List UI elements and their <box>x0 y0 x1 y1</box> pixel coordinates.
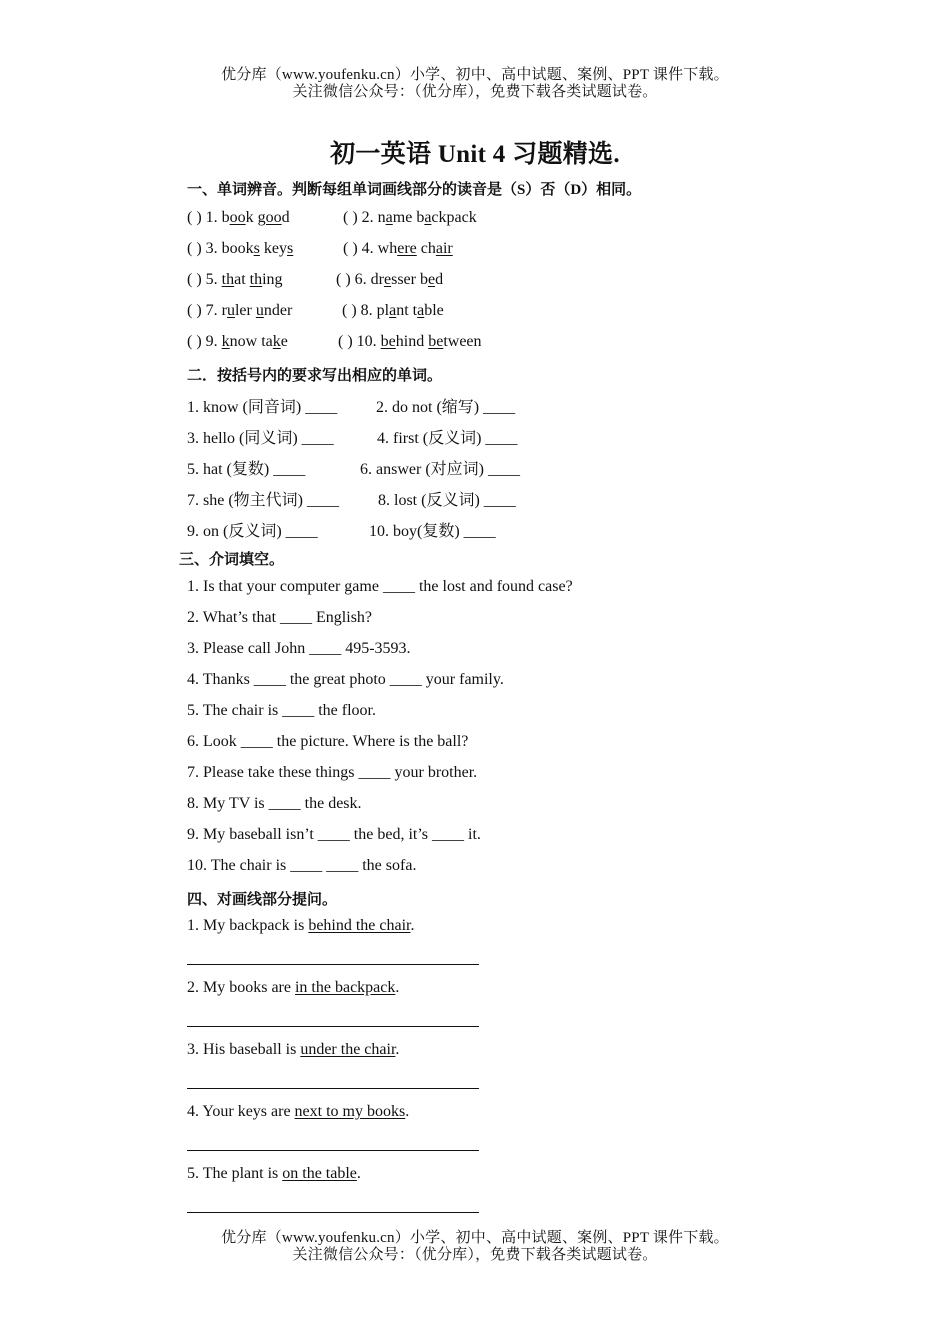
part1-item-8: ( ) 8. plant table <box>342 302 444 319</box>
part4-question-4: 4. Your keys are next to my books. <box>187 1103 410 1120</box>
part1-item-1: ( ) 1. book good <box>187 209 290 226</box>
section-2-heading: 二．按括号内的要求写出相应的单词。 <box>187 368 443 384</box>
part1-item-9: ( ) 9. know take <box>187 333 288 350</box>
part3-item-6: 6. Look ____ the picture. Where is the ball? <box>187 733 469 750</box>
part3-item-4: 4. Thanks ____ the great photo ____ your family. <box>187 671 504 688</box>
part3-item-9: 9. My baseball isn’t ____ the bed, it’s ____ it. <box>187 826 481 843</box>
page-title: 初一英语 Unit 4 习题精选. <box>330 141 620 168</box>
part1-item-5: ( ) 5. that thing <box>187 271 283 288</box>
header-line-2: 关注微信公众号：（优分库），免费下载各类试题试卷。 <box>292 84 658 100</box>
part1-item-6: ( ) 6. dresser bed <box>336 271 444 288</box>
header-line-1: 优分库（www.youfenku.cn）小学、初中、高中试题、案例、PPT 课件下载。 <box>221 67 729 83</box>
part4-question-1: 1. My backpack is behind the chair. <box>187 917 415 934</box>
part1-item-2: ( ) 2. name backpack <box>343 209 477 226</box>
part3-item-8: 8. My TV is ____ the desk. <box>187 795 362 812</box>
part2-item-9: 9. on (反义词) ____ <box>187 523 318 540</box>
part3-item-2: 2. What’s that ____ English? <box>187 609 373 626</box>
part3-item-1: 1. Is that your computer game ____ the lost and found case? <box>187 578 573 595</box>
part4-question-5: 5. The plant is on the table. <box>187 1165 361 1182</box>
part2-item-1: 1. know (同音词) ____ <box>187 399 338 416</box>
part3-item-5: 5. The chair is ____ the floor. <box>187 702 376 719</box>
page-footer <box>0 1230 950 1264</box>
page-header <box>0 67 950 101</box>
section-1-heading: 一、单词辨音。判断每组单词画线部分的读音是（S）否（D）相同。 <box>187 182 642 198</box>
part2-item-10: 10. boy(复数) ____ <box>369 523 496 540</box>
part1-item-7: ( ) 7. ruler under <box>187 302 293 319</box>
part3-item-10: 10. The chair is ____ ____ the sofa. <box>187 857 417 874</box>
part3-item-7: 7. Please take these things ____ your brother. <box>187 764 478 781</box>
part1-item-3: ( ) 3. books keys <box>187 240 294 257</box>
part1-row-1 <box>187 209 290 227</box>
answer-line-2[interactable] <box>187 1025 479 1027</box>
answer-line-5[interactable] <box>187 1211 479 1213</box>
part2-item-6: 6. answer (对应词) ____ <box>360 461 520 478</box>
part2-item-5: 5. hat (复数) ____ <box>187 461 306 478</box>
section-3-heading: 三、介词填空。 <box>179 552 285 568</box>
answer-line-3[interactable] <box>187 1087 479 1089</box>
section-4-heading: 四、对画线部分提问。 <box>187 892 338 908</box>
answer-line-4[interactable] <box>187 1149 479 1151</box>
part4-question-2: 2. My books are in the backpack. <box>187 979 400 996</box>
part2-item-2: 2. do not (缩写) ____ <box>376 399 516 416</box>
part2-item-8: 8. lost (反义词) ____ <box>378 492 516 509</box>
part4-question-3: 3. His baseball is under the chair. <box>187 1041 400 1058</box>
answer-line-1[interactable] <box>187 963 479 965</box>
part1-item-10: ( ) 10. behind between <box>338 333 482 350</box>
part2-item-4: 4. first (反义词) ____ <box>377 430 518 447</box>
part3-item-3: 3. Please call John ____ 495-3593. <box>187 640 411 657</box>
part1-item-4: ( ) 4. where chair <box>343 240 453 257</box>
footer-line-2: 关注微信公众号：（优分库），免费下载各类试题试卷。 <box>292 1247 658 1263</box>
part2-item-3: 3. hello (同义词) ____ <box>187 430 334 447</box>
part2-item-7: 7. she (物主代词) ____ <box>187 492 339 509</box>
footer-line-1: 优分库（www.youfenku.cn）小学、初中、高中试题、案例、PPT 课件下载。 <box>221 1230 729 1246</box>
